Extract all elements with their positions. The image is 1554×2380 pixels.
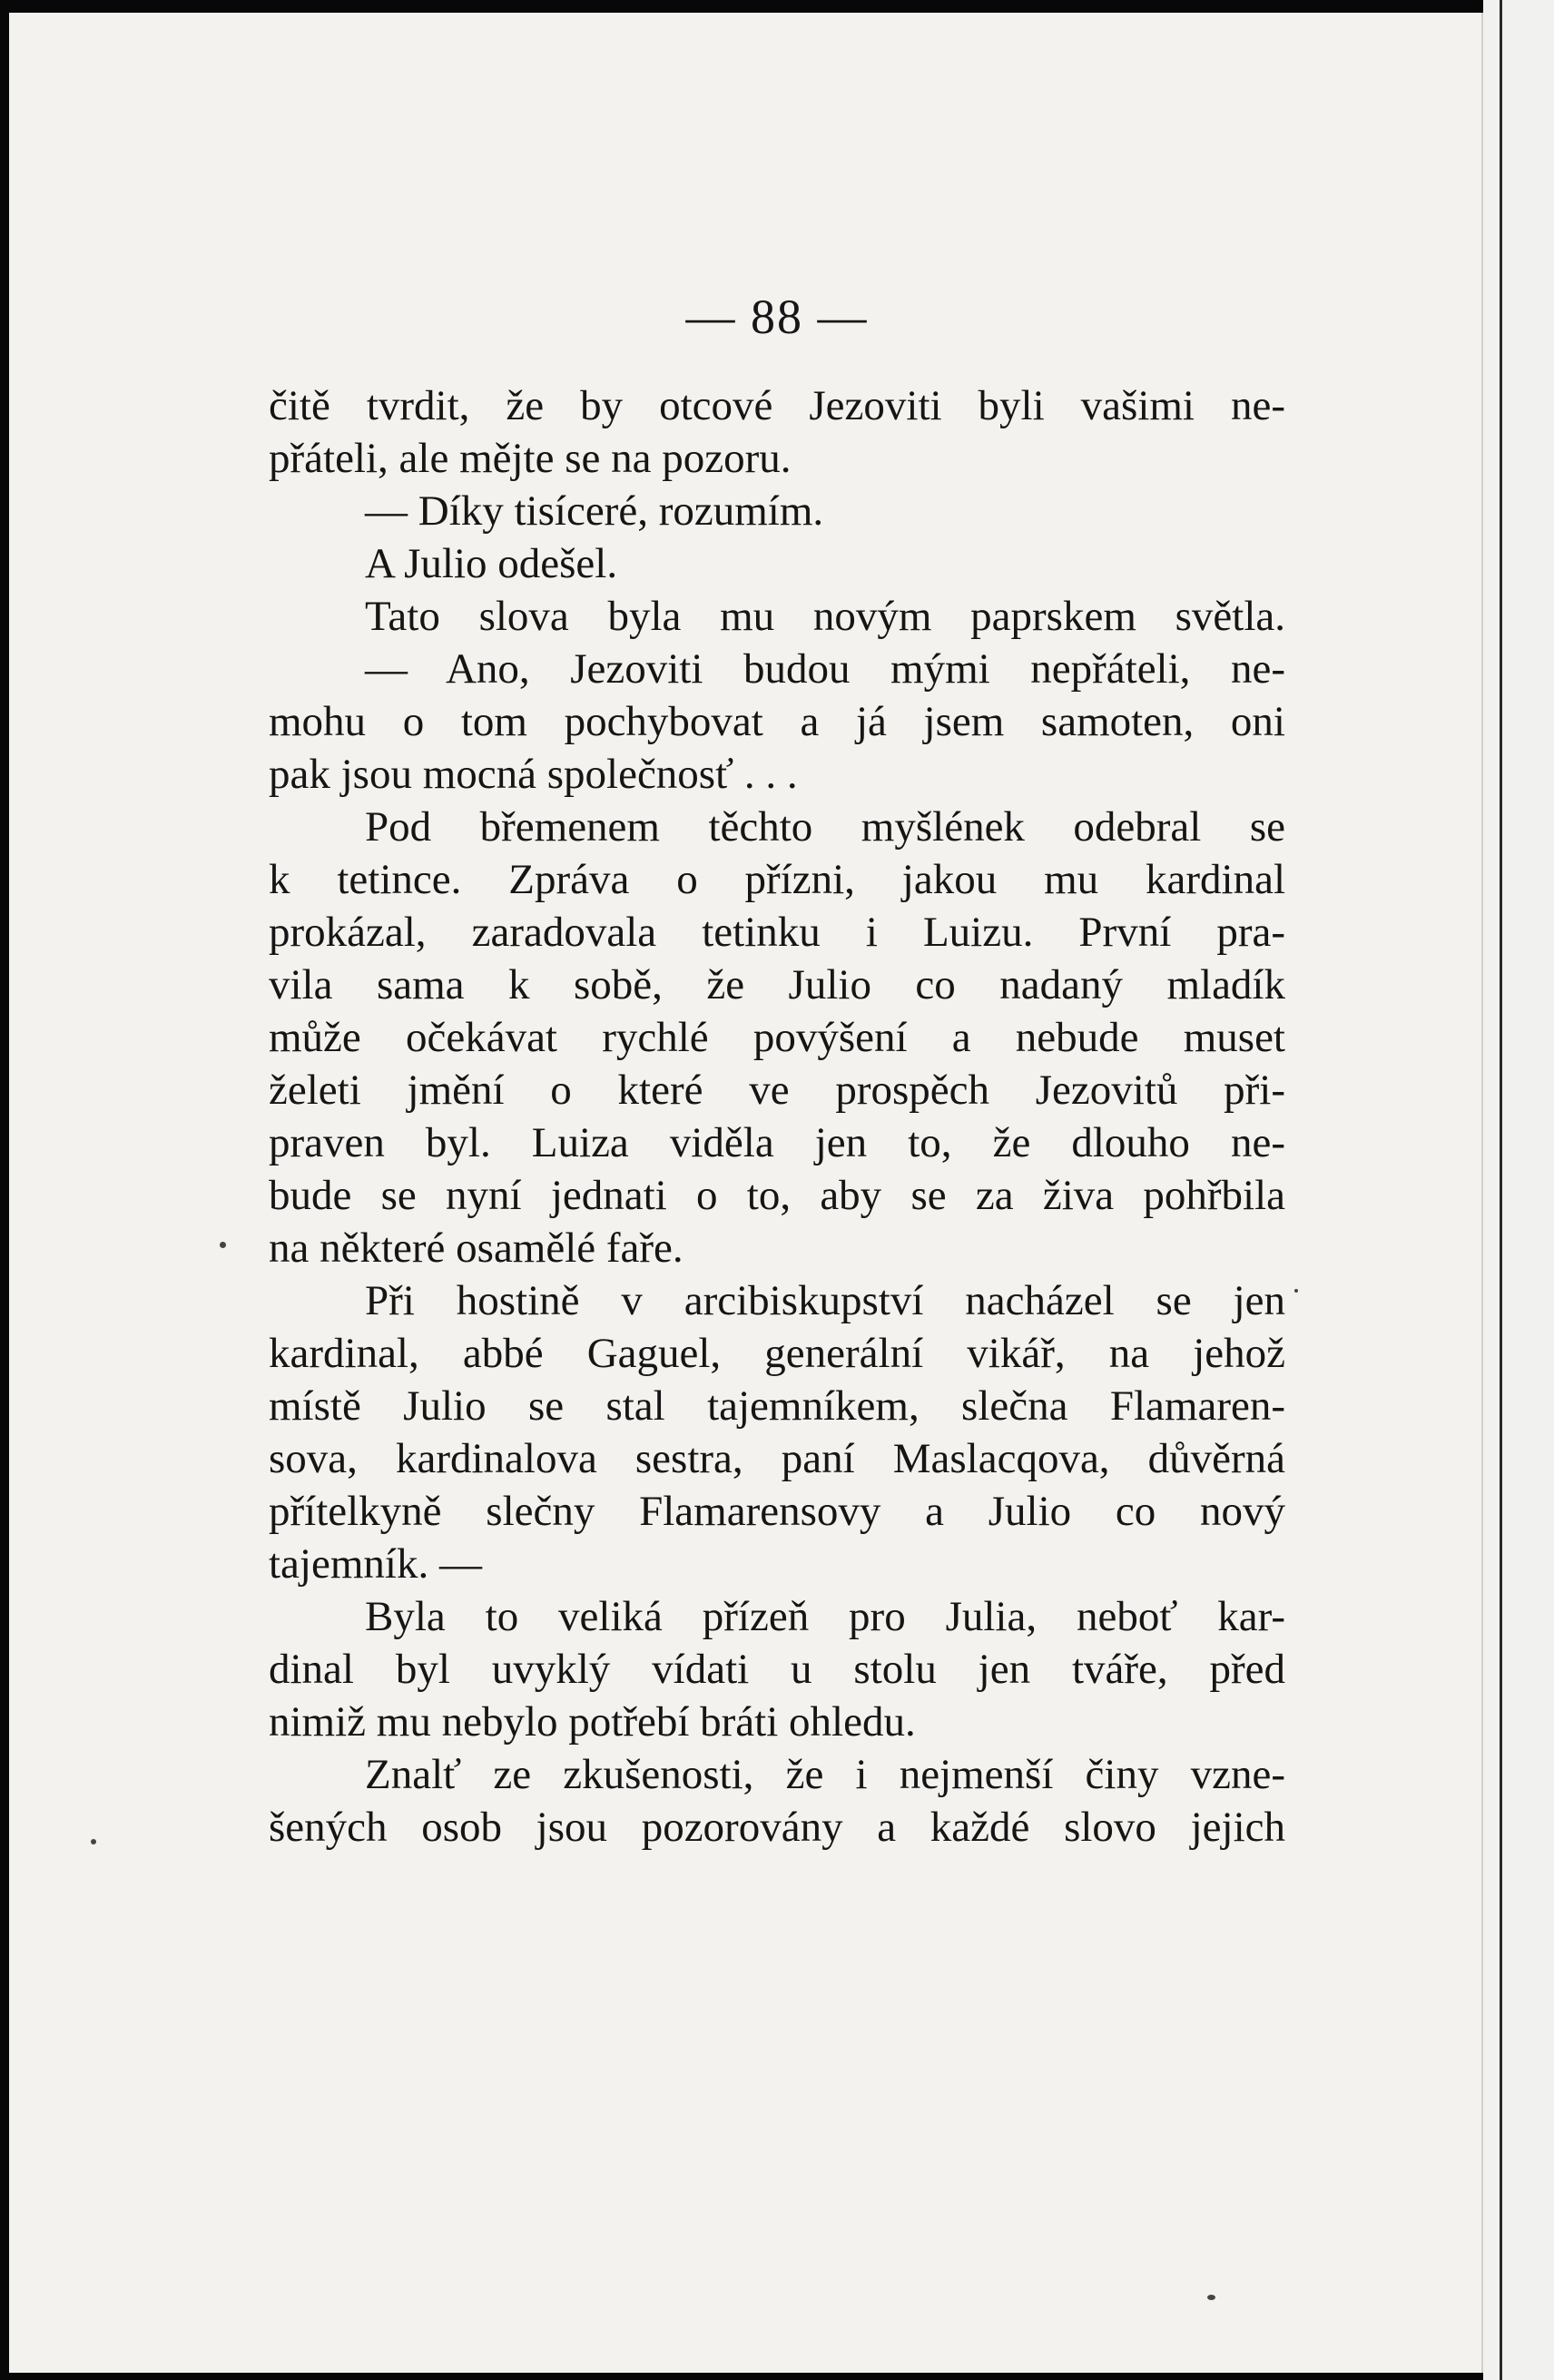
text-line: čitě tvrdit, že by otcové Jezoviti byli vašimi ne- (269, 382, 1285, 429)
text-line: želeti jmění o které ve prospěch Jezovitů při- (269, 1067, 1285, 1114)
page-number: — 88 — (685, 290, 869, 344)
text-line: Pod břemenem těchto myšlének odebral se (365, 803, 1285, 851)
text-line: přítelkyně slečny Flamarensovy a Julio co nový (269, 1488, 1285, 1535)
ink-speck (1294, 1289, 1298, 1293)
text-line: praven byl. Luiza viděla jen to, že dlouho ne- (269, 1119, 1285, 1166)
text-line: vila sama k sobě, že Julio co nadaný mladík (269, 961, 1285, 1008)
ink-speck (220, 1242, 226, 1248)
text-line: místě Julio se stal tajemníkem, slečna Flamaren- (269, 1382, 1285, 1430)
text-line: tajemník. — (269, 1540, 482, 1588)
text-line: prokázal, zaradovala tetinku i Luizu. První pra- (269, 909, 1285, 956)
text-line: kardinal, abbé Gaguel, generální vikář, na jehož (269, 1330, 1285, 1377)
text-line: — Díky tisíceré, rozumím. (365, 487, 824, 535)
text-line: Byla to veliká přízeň pro Julia, neboť kar- (365, 1593, 1285, 1640)
text-line: na některé osamělé faře. (269, 1224, 684, 1272)
text-line: může očekávat rychlé povýšení a nebude muset (269, 1014, 1285, 1061)
ink-speck (91, 1839, 96, 1844)
text-line: šených osob jsou pozorovány a každé slovo jejich (269, 1804, 1285, 1851)
facing-page-edge (1483, 0, 1554, 2380)
text-line: přáteli, ale mějte se na pozoru. (269, 435, 792, 482)
text-line: nimiž mu nebylo potřebí bráti ohledu. (269, 1698, 916, 1746)
text-line: sova, kardinalova sestra, paní Maslacqova, důvěrná (269, 1435, 1285, 1482)
text-line: pak jsou mocná společnosť . . . (269, 751, 798, 798)
text-line: Tato slova byla mu novým paprskem světla. (365, 593, 1285, 640)
text-line: A Julio odešel. (365, 540, 618, 587)
page-body-text (269, 379, 1285, 1854)
binding-edge-line (1500, 0, 1502, 2380)
text-line: k tetince. Zpráva o přízni, jakou mu kardinal (269, 856, 1285, 903)
text-line: — Ano, Jezoviti budou mými nepřáteli, ne- (365, 645, 1285, 693)
text-line: mohu o tom pochybovat a já jsem samoten, oni (269, 698, 1285, 745)
text-line: Znalť ze zkušenosti, že i nejmenší činy vzne- (365, 1751, 1285, 1798)
text-line: Při hostině v arcibiskupství nacházel se jen (365, 1277, 1285, 1324)
text-line: bude se nyní jednati o to, aby se za živa pohřbila (269, 1172, 1285, 1219)
text-line: dinal byl uvyklý vídati u stolu jen tváře, před (269, 1646, 1285, 1693)
ink-speck (1207, 2295, 1215, 2300)
